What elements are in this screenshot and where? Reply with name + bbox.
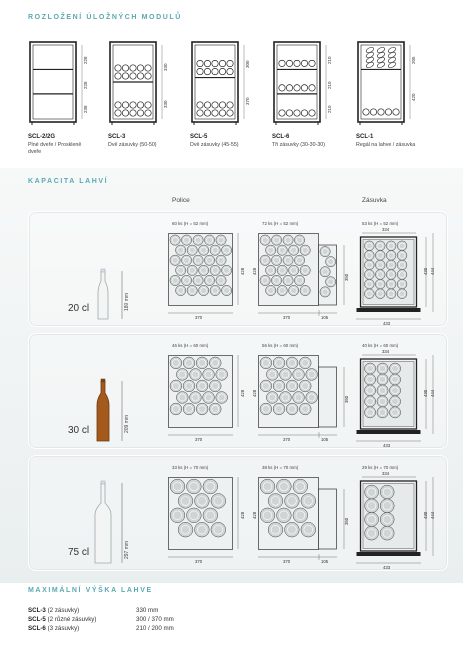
bottle-slot (170, 403, 182, 415)
bottle-slot (380, 499, 394, 513)
dim-105: 105 (321, 315, 329, 320)
bottle-slot (221, 285, 231, 295)
dim-370b: 370 (283, 437, 291, 442)
bottle-slot (294, 235, 304, 245)
bottle-slot (364, 241, 374, 251)
max-height-value: 300 / 370 mm (136, 616, 174, 623)
dim-444: 444 (430, 389, 435, 397)
bottle-slot (283, 235, 293, 245)
bottle-slot (203, 392, 215, 404)
module-dim-label: 300 (245, 60, 250, 69)
bottle-slot (389, 407, 400, 418)
drawer-layout (356, 473, 436, 573)
bottle-slot (386, 279, 396, 289)
bottle-slot (209, 357, 221, 369)
bottle-slot (320, 287, 330, 297)
max-height-code: SCL-6 (28, 625, 46, 632)
module-dim-label: 238 (83, 105, 88, 114)
bottle-slot (375, 251, 385, 261)
dim-428: 428 (240, 511, 245, 519)
shelf-layout-a (168, 233, 248, 321)
bottle-slot (266, 392, 278, 404)
bottle-slot (176, 392, 188, 404)
bottle-slot (293, 369, 305, 381)
drawer-count: 29 ks (H = 70 mm) (362, 465, 399, 470)
dim-428b: 428 (252, 389, 257, 397)
bottle-slot (209, 403, 221, 415)
dim-433: 433 (383, 565, 391, 570)
bottle-slot (260, 403, 272, 415)
bottle-slot (178, 522, 193, 537)
modules-title: ROZLOŽENÍ ÚLOŽNÝCH MODULŮ (28, 14, 182, 21)
bottle-slot (380, 512, 394, 526)
bottle-slot (271, 235, 281, 245)
bottle-slot (280, 369, 292, 381)
bottle-slot (193, 255, 203, 265)
bottle-slot (216, 392, 228, 404)
bottle-slot (183, 357, 195, 369)
drawer-count: 53 ks (H = 52 mm) (362, 221, 399, 226)
module-dim-label: 330 (163, 62, 168, 71)
max-height-value: 330 mm (136, 607, 159, 614)
bottle-slot (170, 479, 185, 494)
dim-430: 430 (423, 267, 428, 275)
bottle-slot (286, 380, 298, 392)
bottle-slot (199, 265, 209, 275)
bottle-slot (326, 257, 336, 267)
module-code: SCL-5 (190, 134, 208, 140)
max-height-value: 210 / 200 mm (136, 625, 174, 632)
dim-105: 105 (321, 437, 329, 442)
bottle-slot (176, 265, 186, 275)
shelf-layout-b (258, 477, 358, 565)
bottle-slot (176, 285, 186, 295)
bottle-slot (273, 380, 285, 392)
bottle-slot (389, 385, 400, 396)
module-dim-label: 210 (327, 105, 332, 114)
bottle-slot (285, 494, 300, 509)
module-desc: Dvě zásuvky (45-55) (190, 142, 239, 148)
bottle-height-label: 297 mm (124, 540, 130, 559)
bottle-slot (386, 289, 396, 299)
bottle-slot (365, 512, 379, 526)
bottle-slot (299, 380, 311, 392)
bottle-slot (190, 369, 202, 381)
bottle-slot (285, 522, 300, 537)
bottle-slot (293, 392, 305, 404)
bottle-slot (204, 275, 214, 285)
bottle-slot (397, 260, 407, 270)
bottle-slot (216, 369, 228, 381)
bottle-slot (196, 380, 208, 392)
bottle-slot (301, 494, 316, 509)
dim-433: 433 (383, 443, 391, 448)
bottle-slot (260, 275, 270, 285)
max-height-row (28, 616, 448, 623)
bottle-slot (187, 285, 197, 295)
bottle-slot (268, 522, 283, 537)
bottle-slot (397, 251, 407, 261)
capacity-title: KAPACITA LAHVÍ (28, 178, 109, 185)
module-drawing-1 (108, 40, 174, 126)
bottle-slot (195, 494, 210, 509)
dim-334: 334 (382, 349, 390, 354)
bottle-slot (221, 245, 231, 255)
bottle-slot (203, 369, 215, 381)
bottle-slot (377, 396, 388, 407)
dim-370: 370 (195, 437, 203, 442)
bottle-slot (170, 275, 180, 285)
module-dim-label: 210 (327, 81, 332, 89)
bottle-slot (204, 255, 214, 265)
bottle-slot (183, 403, 195, 415)
module-dim-label: 228 (83, 56, 88, 65)
bottle-icon (88, 475, 118, 565)
bottle-slot (306, 369, 318, 381)
drawer-layout (356, 229, 436, 329)
bottle-slot (190, 392, 202, 404)
bottle-slot (386, 251, 396, 261)
max-height-code: SCL-3 (28, 607, 46, 614)
shelf-count-a: 33 ks (H = 70 mm) (172, 465, 209, 470)
module-code: SCL-6 (272, 134, 290, 140)
bottle-slot (364, 279, 374, 289)
bottle-slot (176, 245, 186, 255)
bottle-slot (196, 357, 208, 369)
module-dim-label: 228 (83, 81, 88, 89)
dim-334: 334 (382, 471, 390, 476)
bottle-slot (181, 235, 191, 245)
module-dim-label: 330 (163, 99, 168, 108)
dim-444: 444 (430, 267, 435, 275)
bottle-slot (203, 479, 218, 494)
module-dim-label: 210 (327, 56, 332, 65)
dim-370b: 370 (283, 559, 291, 564)
bottle-slot (364, 260, 374, 270)
bottle-slot (210, 285, 220, 295)
bottle-slot (380, 526, 394, 540)
bottle-slot (293, 508, 308, 523)
bottle-slot (386, 270, 396, 280)
bottle-slot (271, 275, 281, 285)
bottle-slot (170, 357, 182, 369)
bottle-slot (181, 255, 191, 265)
dim-370: 370 (195, 559, 203, 564)
bottle-slot (377, 363, 388, 374)
bottle-slot (277, 245, 287, 255)
bottle-slot (193, 275, 203, 285)
dim-430: 430 (423, 389, 428, 397)
bottle-slot (364, 385, 375, 396)
bottle-slot (183, 380, 195, 392)
bottle-slot (375, 241, 385, 251)
dim-428b: 428 (252, 267, 257, 275)
bottle-size-label: 20 cl (68, 303, 90, 314)
max-height-note: (2 různé zásuvky) (45, 616, 97, 623)
bottle-slot (266, 285, 276, 295)
module-desc: Plné dveře / Proskleně (28, 142, 82, 148)
module-code: SCL-2/2G (28, 134, 56, 140)
dim-444: 444 (430, 511, 435, 519)
drawer-count: 40 ks (H = 60 mm) (362, 343, 399, 348)
dim-370b: 370 (283, 315, 291, 320)
bottle-slot (170, 380, 182, 392)
module-drawing-2 (190, 40, 256, 126)
bottle-slot (187, 479, 202, 494)
bottle-size-label: 75 cl (68, 547, 90, 558)
dim-428: 428 (240, 267, 245, 275)
bottle-slot (216, 255, 226, 265)
bottle-slot (204, 235, 214, 245)
bottle-slot (187, 508, 202, 523)
bottle-slot (364, 289, 374, 299)
module-code: SCL-3 (108, 134, 126, 140)
bottle-slot (195, 522, 210, 537)
bottle-slot (283, 275, 293, 285)
module-dim-label: 205 (411, 56, 416, 65)
bottle-slot (364, 270, 374, 280)
column-shelf-heading: Police (172, 197, 190, 204)
bottle-slot (211, 522, 226, 537)
shelf-count-b: 72 ks (H = 52 mm) (262, 221, 299, 226)
dim-370: 370 (195, 315, 203, 320)
max-height-row (28, 607, 448, 614)
shelf-layout-a (168, 477, 248, 565)
bottle-slot (216, 275, 226, 285)
bottle-slot (375, 289, 385, 299)
bottle-slot (260, 479, 275, 494)
bottle-slot (286, 403, 298, 415)
max-height-code: SCL-5 (28, 616, 46, 623)
shelf-layout-b (258, 355, 358, 443)
bottle-slot (271, 255, 281, 265)
bottle-slot (389, 363, 400, 374)
dim-350: 350 (344, 517, 349, 525)
max-height-note: (2 zásuvky) (45, 607, 80, 614)
bottle-slot (176, 369, 188, 381)
bottle-slot (273, 403, 285, 415)
bottle-slot (260, 235, 270, 245)
bottle-slot (377, 407, 388, 418)
column-drawer-heading: Zásuvka (362, 197, 387, 204)
bottle-slot (216, 235, 226, 245)
bottle-slot (178, 494, 193, 509)
dim-433: 433 (383, 321, 391, 326)
bottle-icon (88, 231, 118, 321)
bottle-slot (397, 270, 407, 280)
bottle-slot (277, 265, 287, 275)
max-height-title: MAXIMÁLNÍ VÝŠKA LAHVE (28, 587, 153, 594)
bottle-slot (289, 245, 299, 255)
bottle-slot (300, 285, 310, 295)
bottle-slot (210, 265, 220, 275)
bottle-slot (221, 265, 231, 275)
shelf-count-b: 38 ks (H = 70 mm) (262, 465, 299, 470)
bottle-slot (375, 270, 385, 280)
bottle-slot (364, 251, 374, 261)
bottle-slot (375, 279, 385, 289)
bottle-slot (277, 479, 292, 494)
dim-334: 334 (382, 227, 390, 232)
bottle-slot (365, 485, 379, 499)
shelf-count-a: 60 ks (H = 52 mm) (172, 221, 209, 226)
bottle-slot (260, 357, 272, 369)
bottle-slot (386, 241, 396, 251)
bottle-slot (389, 374, 400, 385)
bottle-icon (88, 353, 118, 443)
bottle-slot (294, 255, 304, 265)
bottle-slot (199, 285, 209, 295)
bottle-height-label: 209 mm (124, 414, 130, 433)
module-desc: Regál na lahve / zásuvka (356, 142, 416, 148)
bottle-slot (260, 255, 270, 265)
bottle-slot (364, 407, 375, 418)
dim-428: 428 (240, 389, 245, 397)
bottle-slot (293, 479, 308, 494)
bottle-slot (283, 255, 293, 265)
bottle-slot (299, 403, 311, 415)
bottle-slot (187, 265, 197, 275)
shelf-layout-a (168, 355, 248, 443)
bottle-slot (397, 241, 407, 251)
bottle-slot (386, 260, 396, 270)
dim-430: 430 (423, 511, 428, 519)
bottle-slot (277, 508, 292, 523)
bottle-slot (320, 246, 330, 256)
bottle-slot (266, 245, 276, 255)
bottle-slot (266, 265, 276, 275)
bottle-slot (397, 279, 407, 289)
bottle-slot (170, 255, 180, 265)
bottle-slot (377, 385, 388, 396)
bottle-slot (266, 369, 278, 381)
max-height-row (28, 625, 448, 632)
bottle-slot (170, 235, 180, 245)
module-dim-label: 370 (245, 97, 250, 106)
bottle-size-label: 30 cl (68, 425, 90, 436)
bottle-slot (286, 357, 298, 369)
shelf-count-b: 56 ks (H = 60 mm) (262, 343, 299, 348)
bottle-slot (326, 277, 336, 287)
shelf-count-a: 46 ks (H = 60 mm) (172, 343, 209, 348)
module-drawing-4 (356, 40, 422, 126)
bottle-slot (209, 380, 221, 392)
bottle-slot (181, 275, 191, 285)
bottle-slot (301, 522, 316, 537)
bottle-slot (389, 396, 400, 407)
bottle-slot (364, 396, 375, 407)
dim-105: 105 (321, 559, 329, 564)
bottle-slot (300, 245, 310, 255)
max-height-note: (3 zásuvky) (45, 625, 80, 632)
bottle-slot (277, 285, 287, 295)
module-dim-label: 420 (411, 93, 416, 102)
bottle-slot (260, 380, 272, 392)
module-desc-2: dveře (28, 149, 42, 155)
bottle-slot (199, 245, 209, 255)
bottle-slot (364, 363, 375, 374)
bottle-slot (211, 494, 226, 509)
bottle-slot (377, 374, 388, 385)
module-desc: Dvě zásuvky (50-50) (108, 142, 157, 148)
bottle-slot (380, 485, 394, 499)
bottle-slot (364, 374, 375, 385)
bottle-slot (260, 508, 275, 523)
bottle-slot (193, 235, 203, 245)
bottle-slot (299, 357, 311, 369)
bottle-slot (289, 265, 299, 275)
bottle-slot (280, 392, 292, 404)
bottle-slot (365, 499, 379, 513)
bottle-slot (273, 357, 285, 369)
bottle-slot (365, 526, 379, 540)
shelf-layout-b (258, 233, 358, 321)
drawer-layout (356, 351, 436, 451)
bottle-slot (397, 289, 407, 299)
bottle-slot (187, 245, 197, 255)
dim-350: 350 (344, 273, 349, 281)
dim-428b: 428 (252, 511, 257, 519)
bottle-slot (268, 494, 283, 509)
bottle-slot (294, 275, 304, 285)
bottle-slot (203, 508, 218, 523)
dim-350: 350 (344, 395, 349, 403)
bottle-dim-line (119, 381, 125, 443)
bottle-slot (196, 403, 208, 415)
bottle-slot (375, 260, 385, 270)
bottle-slot (210, 245, 220, 255)
bottle-slot (289, 285, 299, 295)
bottle-height-label: 180 mm (124, 292, 130, 311)
bottle-slot (320, 267, 330, 277)
bottle-slot (306, 392, 318, 404)
module-code: SCL-1 (356, 134, 374, 140)
module-desc: Tři zásuvky (30-30-30) (272, 142, 325, 148)
bottle-slot (170, 508, 185, 523)
bottle-slot (300, 265, 310, 275)
